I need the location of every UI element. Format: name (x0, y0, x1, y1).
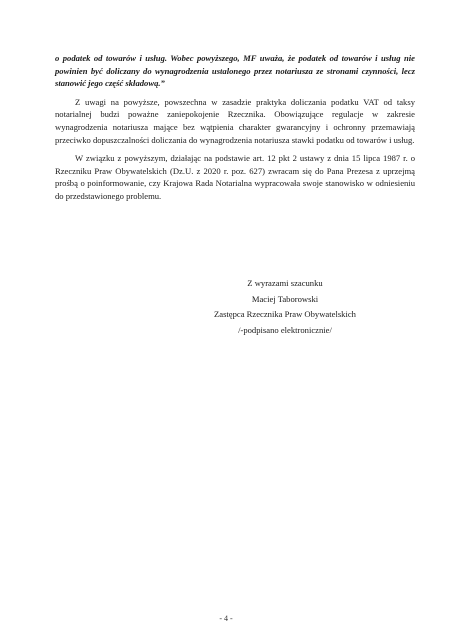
body-paragraph: Z uwagi na powyższe, powszechna w zasadzie praktyka doliczania podatku VAT od taksy notarialnej budzi poważne zaniepokojenie Rzecznika. Obowiązujące regulacje w zakresie wynagrodzenia notariusza mające bez wątpienia charakter gwarancyjny i ochronny przemawiają przeciwko dopuszczalności doliczania do wynagrodzenia notariusza stawki podatku od towarów i usług. (55, 96, 415, 145)
page-number: - 4 - (219, 614, 233, 623)
quoted-paragraph: o podatek od towarów i usług. Wobec powyższego, MF uważa, że podatek od towarów i usług nie powinien być doliczany do wynagrodzenia ustalonego przez notariusza ze stronami czynności, lecz stanowić jego część składową.” (55, 53, 415, 89)
signature-title: Zastępca Rzecznika Praw Obywatelskich (214, 309, 356, 319)
body-paragraph: W związku z powyższym, działając na podstawie art. 12 pkt 2 ustawy z dnia 15 lipca 1987 r. o Rzeczniku Praw Obywatelskich (Dz.U. z 2020 r. poz. 627) zwracam się do Pana Prezesa z uprzejmą prośbą o poinformowanie, czy Krajowa Rada Notarialna wypracowała swoje stanowisko w odniesieniu do przedstawionego problemu. (55, 153, 415, 201)
document-body (55, 52, 415, 209)
signature-note: /-podpisano elektronicznie/ (238, 324, 332, 335)
signature-block (170, 276, 400, 338)
signature-name: Maciej Taborowski (251, 293, 319, 304)
signature-closing: Z wyrazami szacunku (247, 278, 323, 288)
